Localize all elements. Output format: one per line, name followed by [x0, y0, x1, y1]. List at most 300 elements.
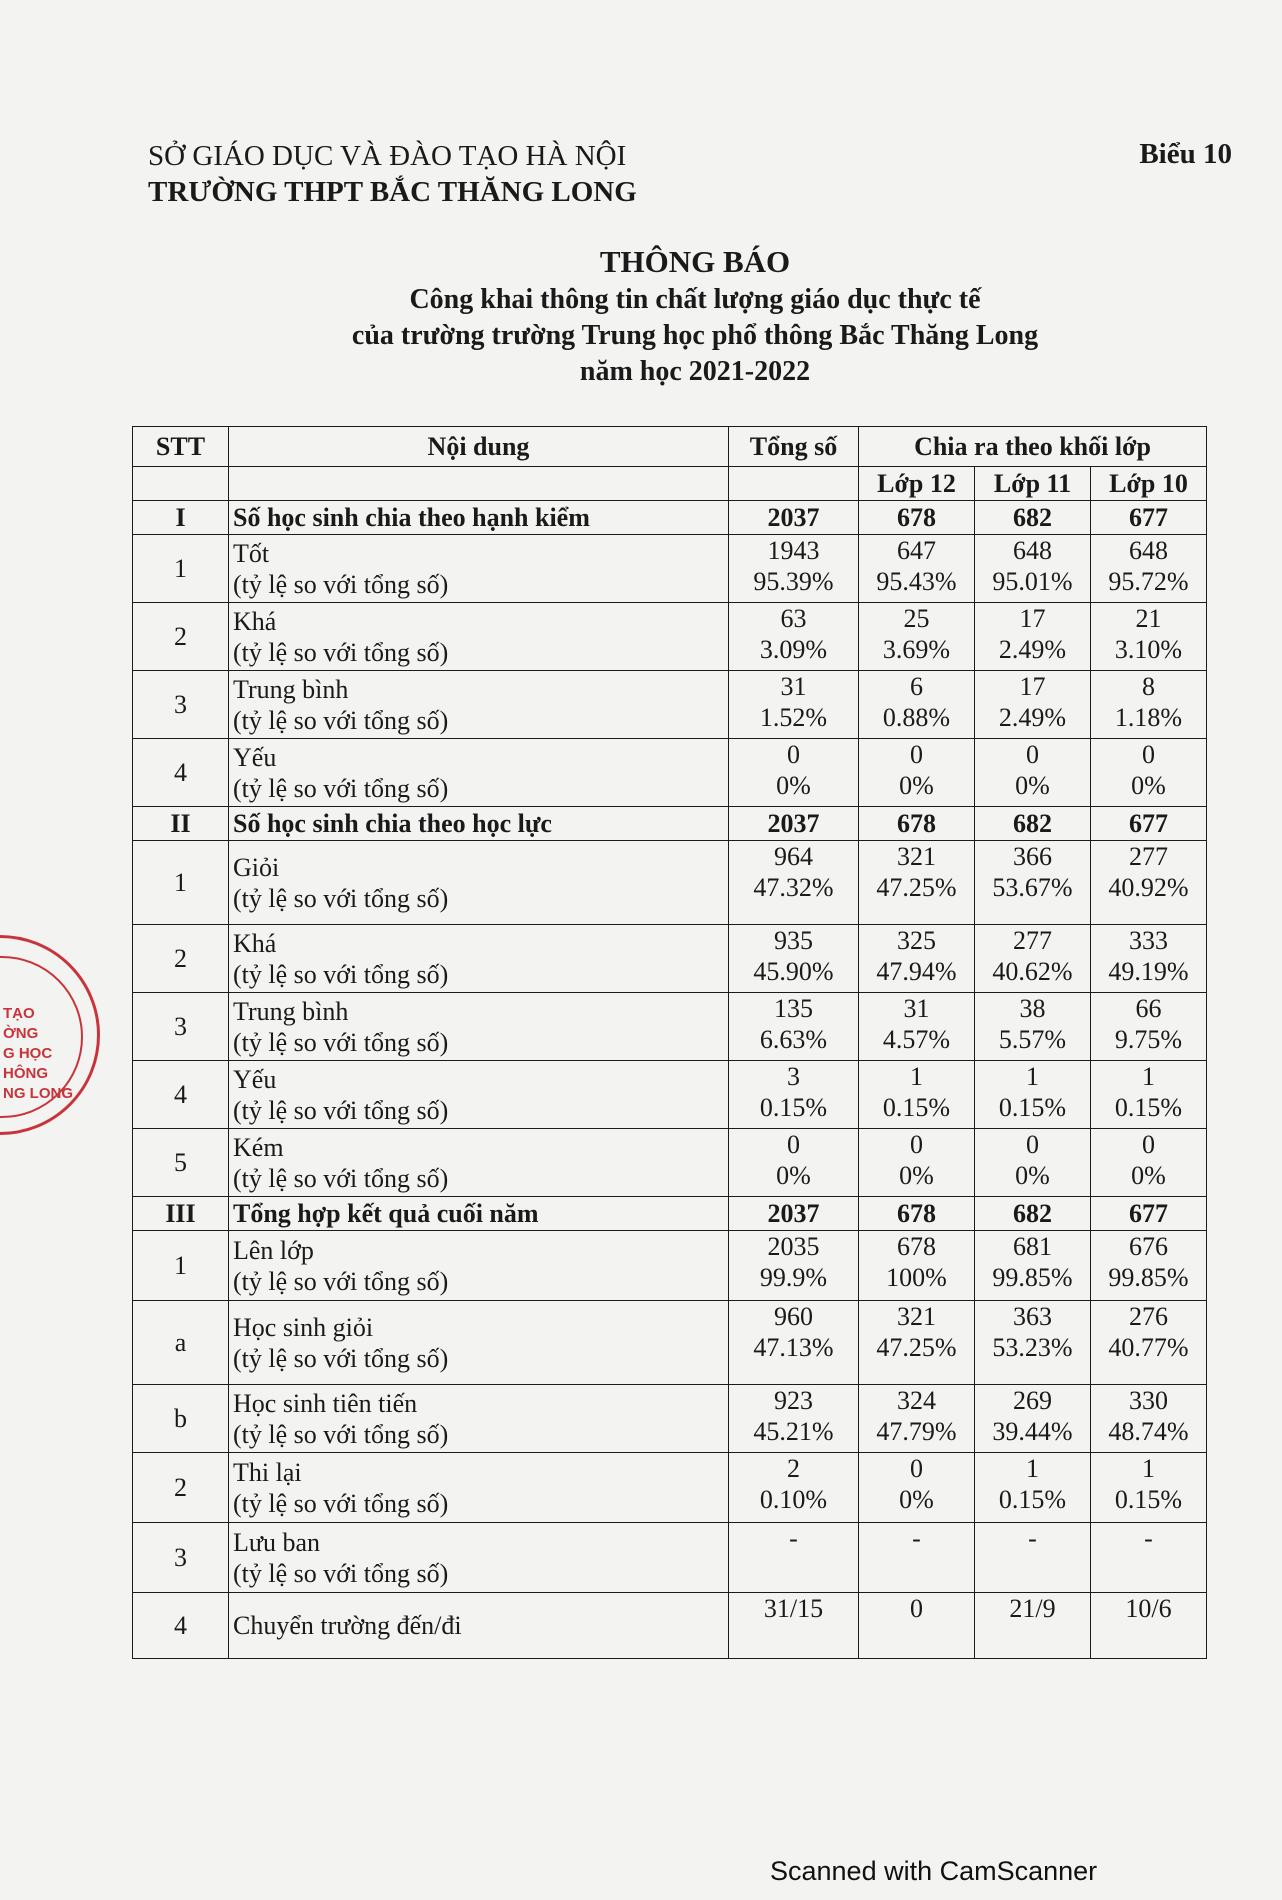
header-grade-12: Lớp 12	[859, 467, 975, 501]
cell-value: 1	[910, 1062, 923, 1091]
ratio-note: (tỷ lệ so với tổng số)	[233, 959, 449, 989]
cell-value: 1	[1026, 1062, 1039, 1091]
cell-g10	[1091, 1231, 1207, 1301]
cell-g11	[975, 535, 1091, 603]
cell-percent: 95.72%	[1108, 567, 1189, 596]
table-row	[133, 1593, 1207, 1659]
cell-percent: 45.90%	[753, 957, 834, 986]
row-label: Chuyển trường đến/đi	[233, 1611, 462, 1640]
table-row	[133, 1453, 1207, 1523]
row-content	[229, 1129, 729, 1197]
cell-percent: 0%	[1131, 1161, 1166, 1190]
cell-total	[729, 1061, 859, 1129]
cell-g11	[975, 993, 1091, 1061]
cell-total	[729, 1129, 859, 1197]
cell-value: 935	[774, 926, 813, 955]
cell-percent: 47.32%	[753, 873, 834, 902]
cell-g10	[1091, 535, 1207, 603]
form-code: Biểu 10	[1139, 138, 1232, 170]
cell-value: 325	[897, 926, 936, 955]
table-row	[133, 501, 1207, 535]
cell-g12	[859, 1453, 975, 1523]
row-label: Giỏi	[233, 852, 280, 882]
cell-total	[729, 1231, 859, 1301]
cell-value: 0	[787, 1130, 800, 1159]
cell-value: 66	[1135, 994, 1162, 1023]
cell-value: 3	[787, 1062, 800, 1091]
cell-g12	[859, 501, 975, 535]
cell-percent: 99.9%	[759, 1263, 828, 1292]
cell-value: 0	[1026, 740, 1039, 769]
row-label: Trung bình	[233, 674, 349, 704]
cell-percent: 0.88%	[882, 703, 951, 732]
cell-g11	[975, 1523, 1091, 1593]
cell-value: 330	[1129, 1386, 1168, 1415]
cell-g11	[975, 1129, 1091, 1197]
cell-total	[729, 1197, 859, 1231]
ratio-note: (tỷ lệ so với tổng số)	[233, 1488, 449, 1518]
cell-value: 17	[1019, 672, 1046, 701]
row-stt: 4	[133, 739, 229, 807]
cell-value: 63	[780, 604, 807, 633]
cell-value: 333	[1129, 926, 1168, 955]
table-row	[133, 1231, 1207, 1301]
row-stt: 2	[133, 603, 229, 671]
cell-value: 964	[774, 842, 813, 871]
cell-value: 647	[897, 536, 936, 565]
row-content	[229, 1453, 729, 1523]
cell-total	[729, 603, 859, 671]
cell-value: 0	[1026, 1130, 1039, 1159]
cell-percent: 39.44%	[992, 1417, 1073, 1446]
row-label: Số học sinh chia theo hạnh kiểm	[233, 503, 590, 532]
cell-value: 678	[897, 1199, 936, 1228]
cell-value: -	[1028, 1524, 1037, 1553]
cell-g10	[1091, 603, 1207, 671]
cell-percent: 0%	[776, 771, 811, 800]
ratio-note: (tỷ lệ so với tổng số)	[233, 1163, 449, 1193]
row-stt: I	[133, 501, 229, 535]
table-header-row	[133, 427, 1207, 467]
cell-g11	[975, 1593, 1091, 1659]
cell-g12	[859, 1129, 975, 1197]
cell-value: 1	[1026, 1454, 1039, 1483]
cell-value: 0	[910, 740, 923, 769]
cell-value: 0	[910, 1454, 923, 1483]
cell-value: 678	[897, 503, 936, 532]
cell-g12	[859, 841, 975, 925]
row-content	[229, 1385, 729, 1453]
cell-g11	[975, 1197, 1091, 1231]
cell-percent: 45.21%	[753, 1417, 834, 1446]
department-name: SỞ GIÁO DỤC VÀ ĐÀO TẠO HÀ NỘI	[148, 140, 627, 172]
cell-value: 1943	[767, 536, 820, 565]
cell-g12	[859, 1523, 975, 1593]
ratio-note: (tỷ lệ so với tổng số)	[233, 637, 449, 667]
row-content	[229, 1301, 729, 1385]
ratio-note: (tỷ lệ so với tổng số)	[233, 1266, 449, 1296]
cell-percent: 48.74%	[1108, 1417, 1189, 1446]
cell-value: 0	[910, 1130, 923, 1159]
cell-percent: 0.10%	[759, 1485, 828, 1514]
ratio-note: (tỷ lệ so với tổng số)	[233, 773, 449, 803]
table-row	[133, 1523, 1207, 1593]
cell-value: 6	[910, 672, 923, 701]
cell-percent: 40.92%	[1108, 873, 1189, 902]
row-content	[229, 1523, 729, 1593]
cell-percent: 95.39%	[753, 567, 834, 596]
row-label: Tổng hợp kết quả cuối năm	[233, 1199, 539, 1228]
row-content	[229, 1197, 729, 1231]
cell-value: 960	[774, 1302, 813, 1331]
cell-g11	[975, 501, 1091, 535]
ratio-note: (tỷ lệ so với tổng số)	[233, 1419, 449, 1449]
row-label: Yếu	[233, 742, 277, 772]
cell-percent: 6.63%	[759, 1025, 828, 1054]
cell-value: 682	[1013, 809, 1052, 838]
row-content	[229, 1593, 729, 1659]
cell-g10	[1091, 671, 1207, 739]
cell-value: 0	[910, 1594, 923, 1623]
row-content	[229, 603, 729, 671]
row-label: Số học sinh chia theo học lực	[233, 809, 552, 838]
cell-value: 648	[1129, 536, 1168, 565]
cell-total	[729, 671, 859, 739]
cell-percent: 95.01%	[992, 567, 1073, 596]
ratio-note: (tỷ lệ so với tổng số)	[233, 1027, 449, 1057]
row-label: Khá	[233, 606, 277, 636]
cell-percent: 3.09%	[759, 635, 828, 664]
cell-percent: 0%	[1015, 771, 1050, 800]
cell-value: 31/15	[763, 1594, 824, 1623]
cell-value: 677	[1129, 1199, 1168, 1228]
cell-percent: 1.52%	[759, 703, 828, 732]
cell-percent: 2.49%	[998, 703, 1067, 732]
row-content	[229, 671, 729, 739]
education-quality-table	[132, 426, 1207, 1659]
cell-value: 2035	[767, 1232, 820, 1261]
table-row	[133, 535, 1207, 603]
cell-g10	[1091, 739, 1207, 807]
title-main: THÔNG BÁO	[599, 244, 791, 279]
row-label: Trung bình	[233, 996, 349, 1026]
cell-percent: 0.15%	[998, 1485, 1067, 1514]
table-row	[133, 841, 1207, 925]
cell-g11	[975, 1385, 1091, 1453]
table-row	[133, 739, 1207, 807]
school-name: TRƯỜNG THPT BẮC THĂNG LONG	[148, 176, 637, 208]
cell-value: 276	[1129, 1302, 1168, 1331]
cell-g10	[1091, 925, 1207, 993]
cell-percent: 0.15%	[759, 1093, 828, 1122]
cell-percent: 47.94%	[876, 957, 957, 986]
cell-percent: 99.85%	[992, 1263, 1073, 1292]
header-total: Tổng số	[729, 427, 859, 467]
seal-line: HÔNG	[3, 1065, 48, 1082]
cell-value: 2037	[767, 503, 820, 532]
row-label: Yếu	[233, 1064, 277, 1094]
cell-g10	[1091, 1129, 1207, 1197]
cell-value: 648	[1013, 536, 1052, 565]
cell-total	[729, 1523, 859, 1593]
cell-percent: 53.67%	[992, 873, 1073, 902]
cell-value: 678	[897, 809, 936, 838]
ratio-note: (tỷ lệ so với tổng số)	[233, 883, 449, 913]
table-row	[133, 603, 1207, 671]
cell-value: 277	[1129, 842, 1168, 871]
table-row	[133, 807, 1207, 841]
cell-g12	[859, 1385, 975, 1453]
row-content	[229, 841, 729, 925]
cell-g12	[859, 1231, 975, 1301]
table-row	[133, 1301, 1207, 1385]
document-header	[148, 138, 637, 210]
row-label: Thi lại	[233, 1457, 302, 1487]
row-stt: III	[133, 1197, 229, 1231]
cell-g12	[859, 739, 975, 807]
cell-percent: 40.77%	[1108, 1333, 1189, 1362]
cell-g11	[975, 603, 1091, 671]
table-subheader-row	[133, 467, 1207, 501]
cell-percent: 47.25%	[876, 1333, 957, 1362]
ratio-note: (tỷ lệ so với tổng số)	[233, 705, 449, 735]
cell-percent: 47.13%	[753, 1333, 834, 1362]
cell-g12	[859, 1197, 975, 1231]
table-row	[133, 1385, 1207, 1453]
cell-total	[729, 807, 859, 841]
cell-total	[729, 841, 859, 925]
cell-total	[729, 1301, 859, 1385]
table-row	[133, 671, 1207, 739]
row-content	[229, 1061, 729, 1129]
cell-g10	[1091, 1301, 1207, 1385]
row-stt: 3	[133, 993, 229, 1061]
header-split: Chia ra theo khối lớp	[859, 427, 1207, 467]
row-content	[229, 501, 729, 535]
header-stt: STT	[133, 427, 229, 467]
table-row	[133, 1129, 1207, 1197]
row-content	[229, 535, 729, 603]
cell-percent: 0.15%	[1114, 1093, 1183, 1122]
cell-g12	[859, 535, 975, 603]
cell-value: 31	[780, 672, 807, 701]
cell-g11	[975, 739, 1091, 807]
cell-value: -	[912, 1524, 921, 1553]
seal-text	[3, 1004, 73, 1104]
cell-total	[729, 993, 859, 1061]
cell-g11	[975, 671, 1091, 739]
cell-g10	[1091, 1061, 1207, 1129]
row-label: Lên lớp	[233, 1235, 314, 1265]
table-row	[133, 1197, 1207, 1231]
row-stt: 3	[133, 1523, 229, 1593]
cell-g10	[1091, 841, 1207, 925]
cell-percent: 3.10%	[1114, 635, 1183, 664]
cell-g12	[859, 1301, 975, 1385]
cell-g11	[975, 1061, 1091, 1129]
seal-line: G HỌC	[3, 1045, 53, 1062]
cell-value: 2037	[767, 809, 820, 838]
row-label: Tốt	[233, 538, 270, 568]
cell-percent: 40.62%	[992, 957, 1073, 986]
cell-value: 923	[774, 1386, 813, 1415]
cell-value: 17	[1019, 604, 1046, 633]
cell-g11	[975, 925, 1091, 993]
cell-value: -	[789, 1524, 798, 1553]
cell-percent: 4.57%	[882, 1025, 951, 1054]
cell-total	[729, 739, 859, 807]
scanner-watermark: Scanned with CamScanner	[770, 1856, 1098, 1886]
row-stt: II	[133, 807, 229, 841]
cell-g11	[975, 1453, 1091, 1523]
cell-total	[729, 535, 859, 603]
school-seal	[0, 935, 100, 1135]
row-content	[229, 739, 729, 807]
ratio-note: (tỷ lệ so với tổng số)	[233, 1343, 449, 1373]
cell-value: 681	[1013, 1232, 1052, 1261]
row-stt: 1	[133, 841, 229, 925]
cell-value: 677	[1129, 809, 1168, 838]
cell-g11	[975, 1301, 1091, 1385]
cell-value: 10/6	[1125, 1594, 1172, 1623]
cell-percent: 49.19%	[1108, 957, 1189, 986]
row-content	[229, 925, 729, 993]
cell-value: 2037	[767, 1199, 820, 1228]
cell-percent: 95.43%	[876, 567, 957, 596]
cell-percent: 9.75%	[1114, 1025, 1183, 1054]
cell-value: 2	[787, 1454, 800, 1483]
row-stt: 1	[133, 535, 229, 603]
row-stt: 4	[133, 1061, 229, 1129]
row-label: Khá	[233, 928, 277, 958]
cell-total	[729, 925, 859, 993]
cell-g12	[859, 807, 975, 841]
row-content	[229, 993, 729, 1061]
row-stt: 2	[133, 925, 229, 993]
row-label: Kém	[233, 1132, 284, 1162]
cell-value: 324	[897, 1386, 936, 1415]
row-stt: 3	[133, 671, 229, 739]
cell-percent: 0%	[1131, 771, 1166, 800]
row-stt: b	[133, 1385, 229, 1453]
cell-percent: 53.23%	[992, 1333, 1073, 1362]
cell-value: 678	[897, 1232, 936, 1261]
table-row	[133, 925, 1207, 993]
cell-value: 682	[1013, 1199, 1052, 1228]
table-row	[133, 1061, 1207, 1129]
ratio-note: (tỷ lệ so với tổng số)	[233, 1558, 449, 1588]
cell-percent: 0.15%	[882, 1093, 951, 1122]
cell-value: 21/9	[1009, 1594, 1056, 1623]
cell-value: -	[1144, 1524, 1153, 1553]
cell-g12	[859, 1061, 975, 1129]
cell-value: 8	[1142, 672, 1155, 701]
title-line-1: Công khai thông tin chất lượng giáo dục thực tế	[409, 284, 981, 315]
cell-value: 363	[1013, 1302, 1052, 1331]
row-content	[229, 1231, 729, 1301]
header-grade-11: Lớp 11	[975, 467, 1091, 501]
cell-g12	[859, 925, 975, 993]
cell-value: 676	[1129, 1232, 1168, 1261]
cell-value: 1	[1142, 1454, 1155, 1483]
cell-value: 0	[1142, 1130, 1155, 1159]
row-stt: 5	[133, 1129, 229, 1197]
title-line-2: của trường trường Trung học phổ thông Bắc Thăng Long	[351, 320, 1039, 351]
cell-value: 277	[1013, 926, 1052, 955]
cell-g10	[1091, 1593, 1207, 1659]
cell-percent: 47.25%	[876, 873, 957, 902]
cell-value: 135	[774, 994, 813, 1023]
row-stt: 4	[133, 1593, 229, 1659]
cell-percent: 0%	[899, 1485, 934, 1514]
cell-percent: 0%	[776, 1161, 811, 1190]
table-row	[133, 993, 1207, 1061]
cell-g10	[1091, 501, 1207, 535]
cell-percent: 1.18%	[1114, 703, 1183, 732]
row-label: Học sinh tiên tiến	[233, 1388, 418, 1418]
seal-line: TẠO	[3, 1005, 35, 1022]
row-stt: 1	[133, 1231, 229, 1301]
cell-g10	[1091, 1197, 1207, 1231]
row-content	[229, 807, 729, 841]
cell-g12	[859, 603, 975, 671]
cell-g10	[1091, 1385, 1207, 1453]
cell-percent: 2.49%	[998, 635, 1067, 664]
cell-total	[729, 1593, 859, 1659]
cell-percent: 99.85%	[1108, 1263, 1189, 1292]
cell-g10	[1091, 1523, 1207, 1593]
cell-percent: 0.15%	[1114, 1485, 1183, 1514]
cell-g12	[859, 1593, 975, 1659]
cell-g12	[859, 671, 975, 739]
row-label: Học sinh giỏi	[233, 1312, 374, 1342]
cell-total	[729, 1385, 859, 1453]
cell-value: 677	[1129, 503, 1168, 532]
cell-g11	[975, 807, 1091, 841]
cell-value: 366	[1013, 842, 1052, 871]
cell-percent: 47.79%	[876, 1417, 957, 1446]
cell-value: 21	[1135, 604, 1162, 633]
cell-value: 269	[1013, 1386, 1052, 1415]
title-line-3: năm học 2021-2022	[579, 356, 811, 387]
cell-value: 321	[897, 842, 936, 871]
header-content: Nội dung	[229, 427, 729, 467]
cell-value: 0	[1142, 740, 1155, 769]
document-title	[0, 242, 1282, 390]
cell-g11	[975, 1231, 1091, 1301]
cell-g10	[1091, 807, 1207, 841]
row-stt: 2	[133, 1453, 229, 1523]
cell-percent: 3.69%	[882, 635, 951, 664]
cell-g11	[975, 841, 1091, 925]
header-grade-10: Lớp 10	[1091, 467, 1207, 501]
cell-value: 31	[903, 994, 930, 1023]
ratio-note: (tỷ lệ so với tổng số)	[233, 1095, 449, 1125]
cell-total	[729, 501, 859, 535]
cell-g10	[1091, 1453, 1207, 1523]
cell-percent: 0%	[899, 771, 934, 800]
ratio-note: (tỷ lệ so với tổng số)	[233, 569, 449, 599]
cell-percent: 0%	[899, 1161, 934, 1190]
cell-percent: 0%	[1015, 1161, 1050, 1190]
cell-value: 682	[1013, 503, 1052, 532]
row-label: Lưu ban	[233, 1527, 321, 1557]
cell-g12	[859, 993, 975, 1061]
seal-line: ỜNG	[3, 1025, 39, 1042]
cell-value: 25	[903, 604, 930, 633]
cell-value: 0	[787, 740, 800, 769]
cell-value: 1	[1142, 1062, 1155, 1091]
